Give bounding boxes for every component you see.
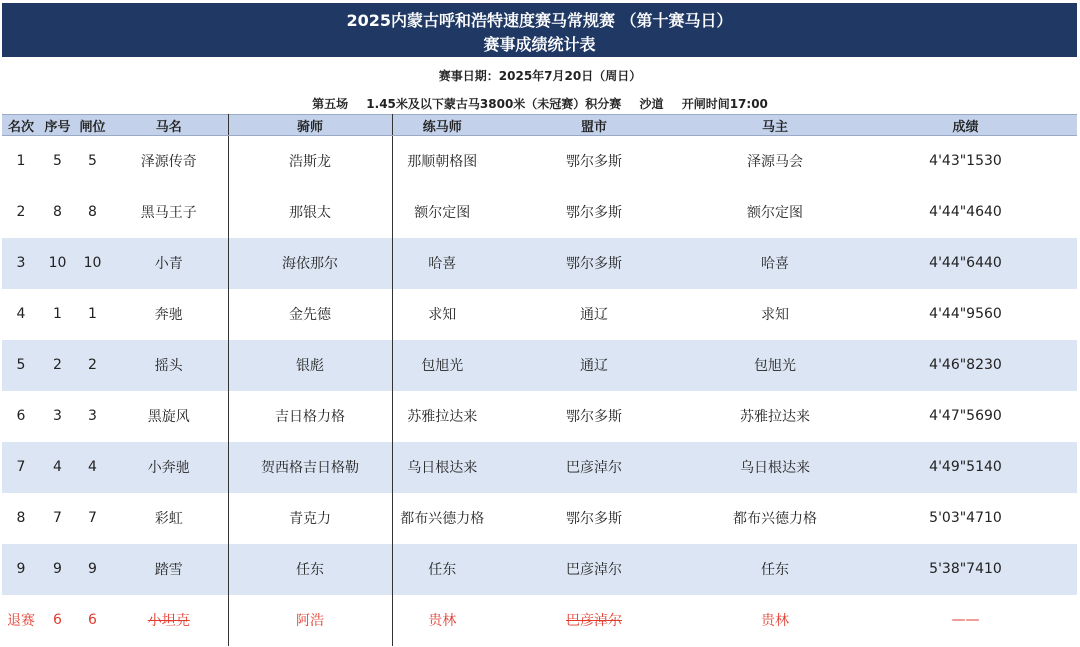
cell-number: 1 xyxy=(40,289,75,340)
results-table xyxy=(2,114,1077,646)
cell-trainer: 那顺朝格图 xyxy=(392,136,492,187)
cell-jockey: 浩斯龙 xyxy=(228,136,392,187)
cell-league: 鄂尔多斯 xyxy=(492,493,696,544)
col-header-rank: 名次 xyxy=(2,115,40,136)
retired-row xyxy=(2,595,1077,646)
cell-jockey: 银彪 xyxy=(228,340,392,391)
cell-gate: 7 xyxy=(75,493,110,544)
race-description: 1.45米及以下蒙古马3800米（未冠赛）积分赛 xyxy=(366,97,622,111)
cell-time: 4'44"9560 xyxy=(854,289,1077,340)
cell-time: 4'44"4640 xyxy=(854,187,1077,238)
cell-gate: 1 xyxy=(75,289,110,340)
table-header-row xyxy=(2,115,1077,136)
cell-number: 7 xyxy=(40,493,75,544)
cell-trainer: 任东 xyxy=(392,544,492,595)
cell-rank: 2 xyxy=(2,187,40,238)
cell-rank: 8 xyxy=(2,493,40,544)
cell-owner: 任东 xyxy=(696,544,854,595)
cell-owner: 都布兴德力格 xyxy=(696,493,854,544)
cell-number: 10 xyxy=(40,238,75,289)
race-number: 第五场 xyxy=(312,97,349,111)
cell-gate: 9 xyxy=(75,544,110,595)
cell-gate: 8 xyxy=(75,187,110,238)
cell-rank: 4 xyxy=(2,289,40,340)
cell-trainer: 贵林 xyxy=(392,595,492,646)
cell-horse: 小坦克 xyxy=(110,595,228,646)
cell-owner: 乌日根达来 xyxy=(696,442,854,493)
cell-owner: 求知 xyxy=(696,289,854,340)
track-type: 沙道 xyxy=(639,97,664,111)
cell-rank: 3 xyxy=(2,238,40,289)
event-title: 2025内蒙古呼和浩特速度赛马常规赛 （第十赛马日） xyxy=(346,11,733,30)
col-header-horse: 马名 xyxy=(110,115,228,136)
cell-horse: 摇头 xyxy=(110,340,228,391)
table-row xyxy=(2,187,1077,238)
cell-league: 鄂尔多斯 xyxy=(492,391,696,442)
cell-rank: 5 xyxy=(2,340,40,391)
cell-trainer: 都布兴德力格 xyxy=(392,493,492,544)
cell-rank: 退赛 xyxy=(2,595,40,646)
cell-horse: 踏雪 xyxy=(110,544,228,595)
cell-trainer: 乌日根达来 xyxy=(392,442,492,493)
cell-rank: 1 xyxy=(2,136,40,187)
cell-horse: 黑旋风 xyxy=(110,391,228,442)
table-row xyxy=(2,136,1077,187)
cell-trainer: 哈喜 xyxy=(392,238,492,289)
cell-time: 4'44"6440 xyxy=(854,238,1077,289)
col-header-owner: 马主 xyxy=(696,115,854,136)
cell-gate: 2 xyxy=(75,340,110,391)
cell-gate: 4 xyxy=(75,442,110,493)
col-header-time: 成绩 xyxy=(854,115,1077,136)
cell-gate: 5 xyxy=(75,136,110,187)
cell-time: 5'03"4710 xyxy=(854,493,1077,544)
col-header-trainer: 练马师 xyxy=(392,115,492,136)
cell-time: 4'49"5140 xyxy=(854,442,1077,493)
cell-owner: 泽源马会 xyxy=(696,136,854,187)
cell-owner: 苏雅拉达来 xyxy=(696,391,854,442)
cell-jockey: 青克力 xyxy=(228,493,392,544)
cell-owner: 额尔定图 xyxy=(696,187,854,238)
cell-horse: 黑马王子 xyxy=(110,187,228,238)
cell-jockey: 贺西格吉日格勒 xyxy=(228,442,392,493)
cell-owner: 贵林 xyxy=(696,595,854,646)
cell-gate: 6 xyxy=(75,595,110,646)
cell-time: 4'47"5690 xyxy=(854,391,1077,442)
cell-rank: 7 xyxy=(2,442,40,493)
table-row xyxy=(2,544,1077,595)
cell-trainer: 额尔定图 xyxy=(392,187,492,238)
race-info xyxy=(0,95,1080,112)
cell-league: 鄂尔多斯 xyxy=(492,238,696,289)
cell-jockey: 阿浩 xyxy=(228,595,392,646)
cell-number: 3 xyxy=(40,391,75,442)
cell-jockey: 金先德 xyxy=(228,289,392,340)
cell-league: 巴彦淖尔 xyxy=(492,544,696,595)
table-row xyxy=(2,238,1077,289)
col-header-gate: 闸位 xyxy=(75,115,110,136)
cell-league: 通辽 xyxy=(492,340,696,391)
cell-number: 4 xyxy=(40,442,75,493)
cell-owner: 哈喜 xyxy=(696,238,854,289)
cell-trainer: 包旭光 xyxy=(392,340,492,391)
col-header-jockey: 骑师 xyxy=(228,115,392,136)
cell-time: —— xyxy=(854,595,1077,646)
table-row xyxy=(2,289,1077,340)
cell-trainer: 苏雅拉达来 xyxy=(392,391,492,442)
table-row xyxy=(2,391,1077,442)
table-row xyxy=(2,442,1077,493)
cell-league: 鄂尔多斯 xyxy=(492,187,696,238)
cell-trainer: 求知 xyxy=(392,289,492,340)
event-date: 赛事日期：2025年7月20日（周日） xyxy=(438,69,642,83)
cell-number: 8 xyxy=(40,187,75,238)
start-time: 开闸时间17:00 xyxy=(681,97,768,111)
cell-league: 通辽 xyxy=(492,289,696,340)
table-row xyxy=(2,340,1077,391)
cell-number: 6 xyxy=(40,595,75,646)
cell-number: 9 xyxy=(40,544,75,595)
cell-jockey: 那银太 xyxy=(228,187,392,238)
col-header-league: 盟市 xyxy=(492,115,696,136)
cell-rank: 6 xyxy=(2,391,40,442)
col-header-number: 序号 xyxy=(40,115,75,136)
cell-jockey: 海依那尔 xyxy=(228,238,392,289)
title-banner xyxy=(2,3,1077,57)
cell-rank: 9 xyxy=(2,544,40,595)
cell-number: 5 xyxy=(40,136,75,187)
cell-owner: 包旭光 xyxy=(696,340,854,391)
sheet-title: 赛事成绩统计表 xyxy=(483,35,596,54)
cell-gate: 3 xyxy=(75,391,110,442)
cell-jockey: 任东 xyxy=(228,544,392,595)
cell-number: 2 xyxy=(40,340,75,391)
cell-horse: 小奔驰 xyxy=(110,442,228,493)
cell-horse: 奔驰 xyxy=(110,289,228,340)
cell-time: 4'43"1530 xyxy=(854,136,1077,187)
table-row xyxy=(2,493,1077,544)
cell-gate: 10 xyxy=(75,238,110,289)
cell-time: 5'38"7410 xyxy=(854,544,1077,595)
cell-league: 巴彦淖尔 xyxy=(492,442,696,493)
cell-league: 巴彦淖尔 xyxy=(492,595,696,646)
cell-horse: 小青 xyxy=(110,238,228,289)
cell-league: 鄂尔多斯 xyxy=(492,136,696,187)
cell-horse: 彩虹 xyxy=(110,493,228,544)
cell-horse: 泽源传奇 xyxy=(110,136,228,187)
cell-time: 4'46"8230 xyxy=(854,340,1077,391)
cell-jockey: 吉日格力格 xyxy=(228,391,392,442)
